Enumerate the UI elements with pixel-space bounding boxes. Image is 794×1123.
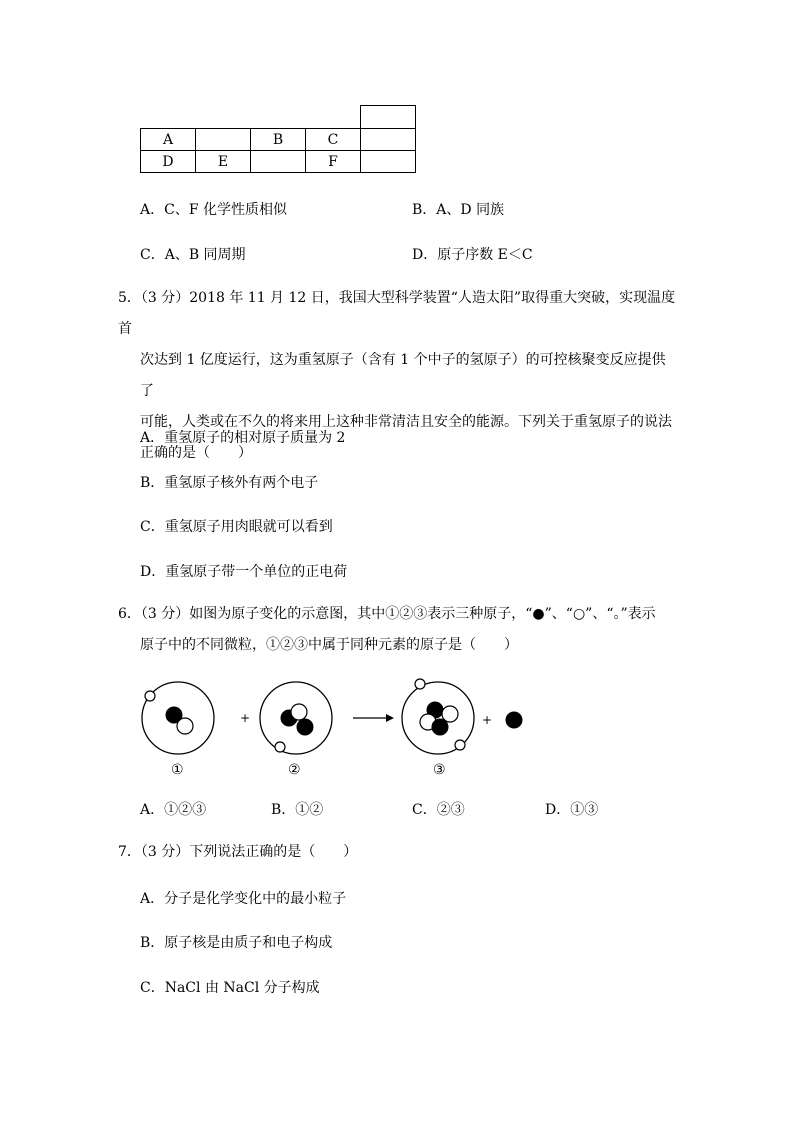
table-cell: [196, 129, 251, 151]
q4-option-d[interactable]: D．原子序数 E＜C: [412, 247, 533, 263]
table-cell: [361, 129, 416, 151]
atom-2-label: ②: [288, 762, 301, 778]
q6-option-b[interactable]: B．①②: [271, 802, 324, 818]
neutron-particle: [506, 712, 522, 728]
q4-option-c[interactable]: C．A、B 同周期: [140, 247, 246, 263]
q5-option-c[interactable]: C．重氢原子用肉眼就可以看到: [140, 519, 333, 535]
table-cell: E: [196, 151, 251, 173]
question-5-line: 次达到 1 亿度运行，这为重氢原子（含有 1 个中子的氢原子）的可控核聚变反应提供了: [140, 352, 666, 399]
q7-option-a[interactable]: A．分子是化学变化中的最小粒子: [140, 891, 347, 907]
table-cell: F: [306, 151, 361, 173]
table-cell: D: [141, 151, 196, 173]
question-7-line: 7．（3 分）下列说法正确的是（ ）: [118, 844, 358, 860]
table-cell: C: [306, 129, 361, 151]
reaction-arrow-icon: [353, 714, 394, 722]
table-cell: B: [251, 129, 306, 151]
q4-option-b[interactable]: B．A、D 同族: [412, 202, 505, 218]
table-cell: [361, 106, 416, 129]
plus-sign-1: +: [240, 711, 251, 725]
table-cell: A: [141, 129, 196, 151]
table-cell: [251, 151, 306, 173]
periodic-table-fragment: [140, 105, 416, 173]
q5-option-d[interactable]: D．重氢原子带一个单位的正电荷: [140, 564, 348, 580]
q6-option-a[interactable]: A．①②③: [140, 802, 207, 818]
table-cell: [361, 151, 416, 173]
question-6-line: 原子中的不同微粒，①②③中属于同种元素的原子是（ ）: [140, 637, 518, 653]
question-6-line: 6．（3 分）如图为原子变化的示意图，其中①②③表示三种原子，“●”、“○”、“。”表示: [118, 606, 656, 622]
atom-3: [402, 679, 474, 754]
q4-option-a[interactable]: A．C、F 化学性质相似: [140, 202, 287, 218]
question-7-stem: [118, 837, 678, 868]
q7-option-c[interactable]: C．NaCl 由 NaCl 分子构成: [140, 980, 320, 996]
q7-option-b[interactable]: B．原子核是由质子和电子构成: [140, 935, 333, 951]
table-cell: [141, 106, 196, 129]
table-row: [141, 151, 416, 173]
atom-change-diagram: [130, 670, 550, 780]
q6-option-d[interactable]: D．①③: [545, 802, 599, 818]
question-5-line: 5．（3 分）2018 年 11 月 12 日，我国大型科学装置“人造太阳”取得重大突破，实现温度首: [118, 290, 676, 337]
question-6-stem: [118, 599, 678, 661]
q5-option-b[interactable]: B．重氢原子核外有两个电子: [140, 475, 319, 491]
atom-1-label: ①: [171, 762, 184, 778]
plus-sign-2: +: [482, 713, 493, 727]
question-5-line: 正确的是（ ）: [140, 445, 252, 461]
table-row: [141, 106, 416, 129]
table-cell: [196, 106, 251, 129]
atom-3-label: ③: [433, 762, 446, 778]
table-cell: [306, 106, 361, 129]
table-row: [141, 129, 416, 151]
atom-2: [260, 682, 332, 754]
q5-option-a[interactable]: A．重氢原子的相对原子质量为 2: [140, 430, 346, 446]
table-cell: [251, 106, 306, 129]
question-5-line: 可能，人类或在不久的将来用上这种非常清洁且安全的能源。下列关于重氢原子的说法: [140, 414, 672, 430]
atom-1: [142, 682, 214, 754]
q6-option-c[interactable]: C．②③: [412, 802, 465, 818]
